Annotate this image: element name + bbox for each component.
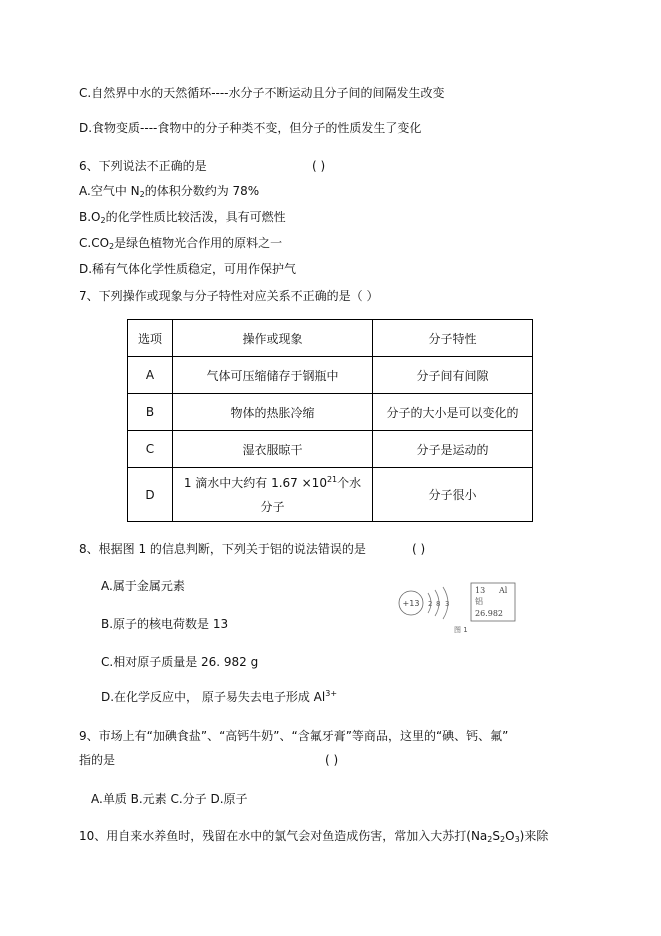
q9-options: A.单质 B.元素 C.分子 D.原子 xyxy=(91,792,248,806)
q6-b-pre: B.O xyxy=(79,210,101,224)
aluminum-atom-figure xyxy=(398,582,528,634)
last-op-post: 个水 xyxy=(337,475,362,490)
q9-answer-paren: ( ) xyxy=(325,753,339,767)
q8-option-d xyxy=(101,689,337,705)
table-cell: 分子的大小是可以变化的 xyxy=(373,394,533,431)
figure-caption: 图 1 xyxy=(454,626,468,634)
q7-table xyxy=(127,319,533,522)
table-cell: 物体的热胀冷缩 xyxy=(173,394,373,431)
q8-stem-text: 8、根据图 1 的信息判断，下列关于铝的说法错误的是 xyxy=(79,542,366,556)
q8-answer-paren: ( ) xyxy=(412,542,426,556)
q10-sub: 2 xyxy=(500,835,506,844)
table-cell: 分子是运动的 xyxy=(373,431,533,468)
shell-electrons: 8 xyxy=(436,600,441,608)
q6-stem xyxy=(79,158,326,174)
option-d-food-spoilage: D.食物变质----食物中的分子种类不变，但分子的性质发生了变化 xyxy=(79,121,422,135)
q8-option-a: A.属于金属元素 xyxy=(101,579,185,593)
last-op-pre: 1 滴水中大约有 1.67 ×10 xyxy=(183,475,327,490)
q6-option-b xyxy=(79,209,286,225)
table-cell: A xyxy=(128,357,173,394)
table-cell: B xyxy=(128,394,173,431)
table-cell: 分子很小 xyxy=(373,468,533,522)
q10-text-post: )来除 xyxy=(519,829,549,843)
q6-stem-text: 6、下列说法不正确的是 xyxy=(79,159,207,173)
element-symbol: Al xyxy=(499,586,508,595)
q8-d-sup: 3+ xyxy=(325,689,338,698)
table-cell: 气体可压缩储存于钢瓶中 xyxy=(173,357,373,394)
atomic-mass: 26.982 xyxy=(475,609,503,618)
q6-c-sub: 2 xyxy=(109,242,115,251)
last-op-sup: 21 xyxy=(326,474,338,484)
q8-option-c: C.相对原子质量是 26. 982 g xyxy=(101,655,259,669)
q6-a-sub: 2 xyxy=(139,190,145,199)
table-cell: 分子间有间隙 xyxy=(373,357,533,394)
q10-o: O xyxy=(505,829,515,843)
q7-stem: 7、下列操作或现象与分子特性对应关系不正确的是（ ） xyxy=(79,289,379,303)
table-row xyxy=(128,468,533,522)
q6-c-post: 是绿色植物光合作用的原料之一 xyxy=(114,236,283,250)
q6-option-c xyxy=(79,235,282,251)
option-c-water-cycle: C.自然界中水的天然循环----水分子不断运动且分子间的间隔发生改变 xyxy=(79,86,445,100)
q8-option-b: B.原子的核电荷数是 13 xyxy=(101,617,229,631)
q9-stem: 9、市场上有“加碘食盐”、“高钙牛奶”、“含氟牙膏”等商品，这里的“碘、钙、氟” xyxy=(79,729,509,743)
q8-stem xyxy=(79,541,426,557)
last-op-line2: 分子 xyxy=(260,499,285,514)
shell-electrons: 3 xyxy=(445,600,450,608)
q6-answer-paren: ( ) xyxy=(312,159,326,173)
table-row xyxy=(128,431,533,468)
table-header-cell: 操作或现象 xyxy=(173,320,373,357)
q6-a-post: 的体积分数约为 78% xyxy=(144,184,260,198)
nucleus-charge: +13 xyxy=(402,599,420,608)
shell-electrons: 2 xyxy=(428,600,433,608)
atomic-number: 13 xyxy=(475,586,486,595)
table-row xyxy=(128,394,533,431)
q9-stem-line2 xyxy=(79,752,339,768)
table-cell: C xyxy=(128,431,173,468)
q6-b-post: 的化学性质比较活泼，具有可燃性 xyxy=(105,210,286,224)
table-cell xyxy=(173,468,373,522)
q6-b-sub: 2 xyxy=(100,216,106,225)
table-header-cell: 选项 xyxy=(128,320,173,357)
q6-a-pre: A.空气中 N xyxy=(79,184,140,198)
element-name: 铝 xyxy=(475,597,483,606)
q10-sub: 3 xyxy=(514,835,520,844)
table-cell: D xyxy=(128,468,173,522)
q6-option-d: D.稀有气体化学性质稳定，可用作保护气 xyxy=(79,262,297,276)
table-cell: 湿衣服晾干 xyxy=(173,431,373,468)
q6-c-pre: C.CO xyxy=(79,236,110,250)
q10-sub: 2 xyxy=(487,835,493,844)
q6-option-a xyxy=(79,183,259,199)
q9-stem2-text: 指的是 xyxy=(79,753,116,767)
q10-stem xyxy=(79,828,548,844)
q10-text-pre: 10、用自来水养鱼时，残留在水中的氯气会对鱼造成伤害，常加入大苏打(Na xyxy=(79,829,488,843)
table-header-row xyxy=(128,320,533,357)
q8-d-pre: D.在化学反应中， 原子易失去电子形成 Al xyxy=(101,690,326,704)
q10-mid: S xyxy=(492,829,501,843)
table-row xyxy=(128,357,533,394)
table-header-cell: 分子特性 xyxy=(373,320,533,357)
